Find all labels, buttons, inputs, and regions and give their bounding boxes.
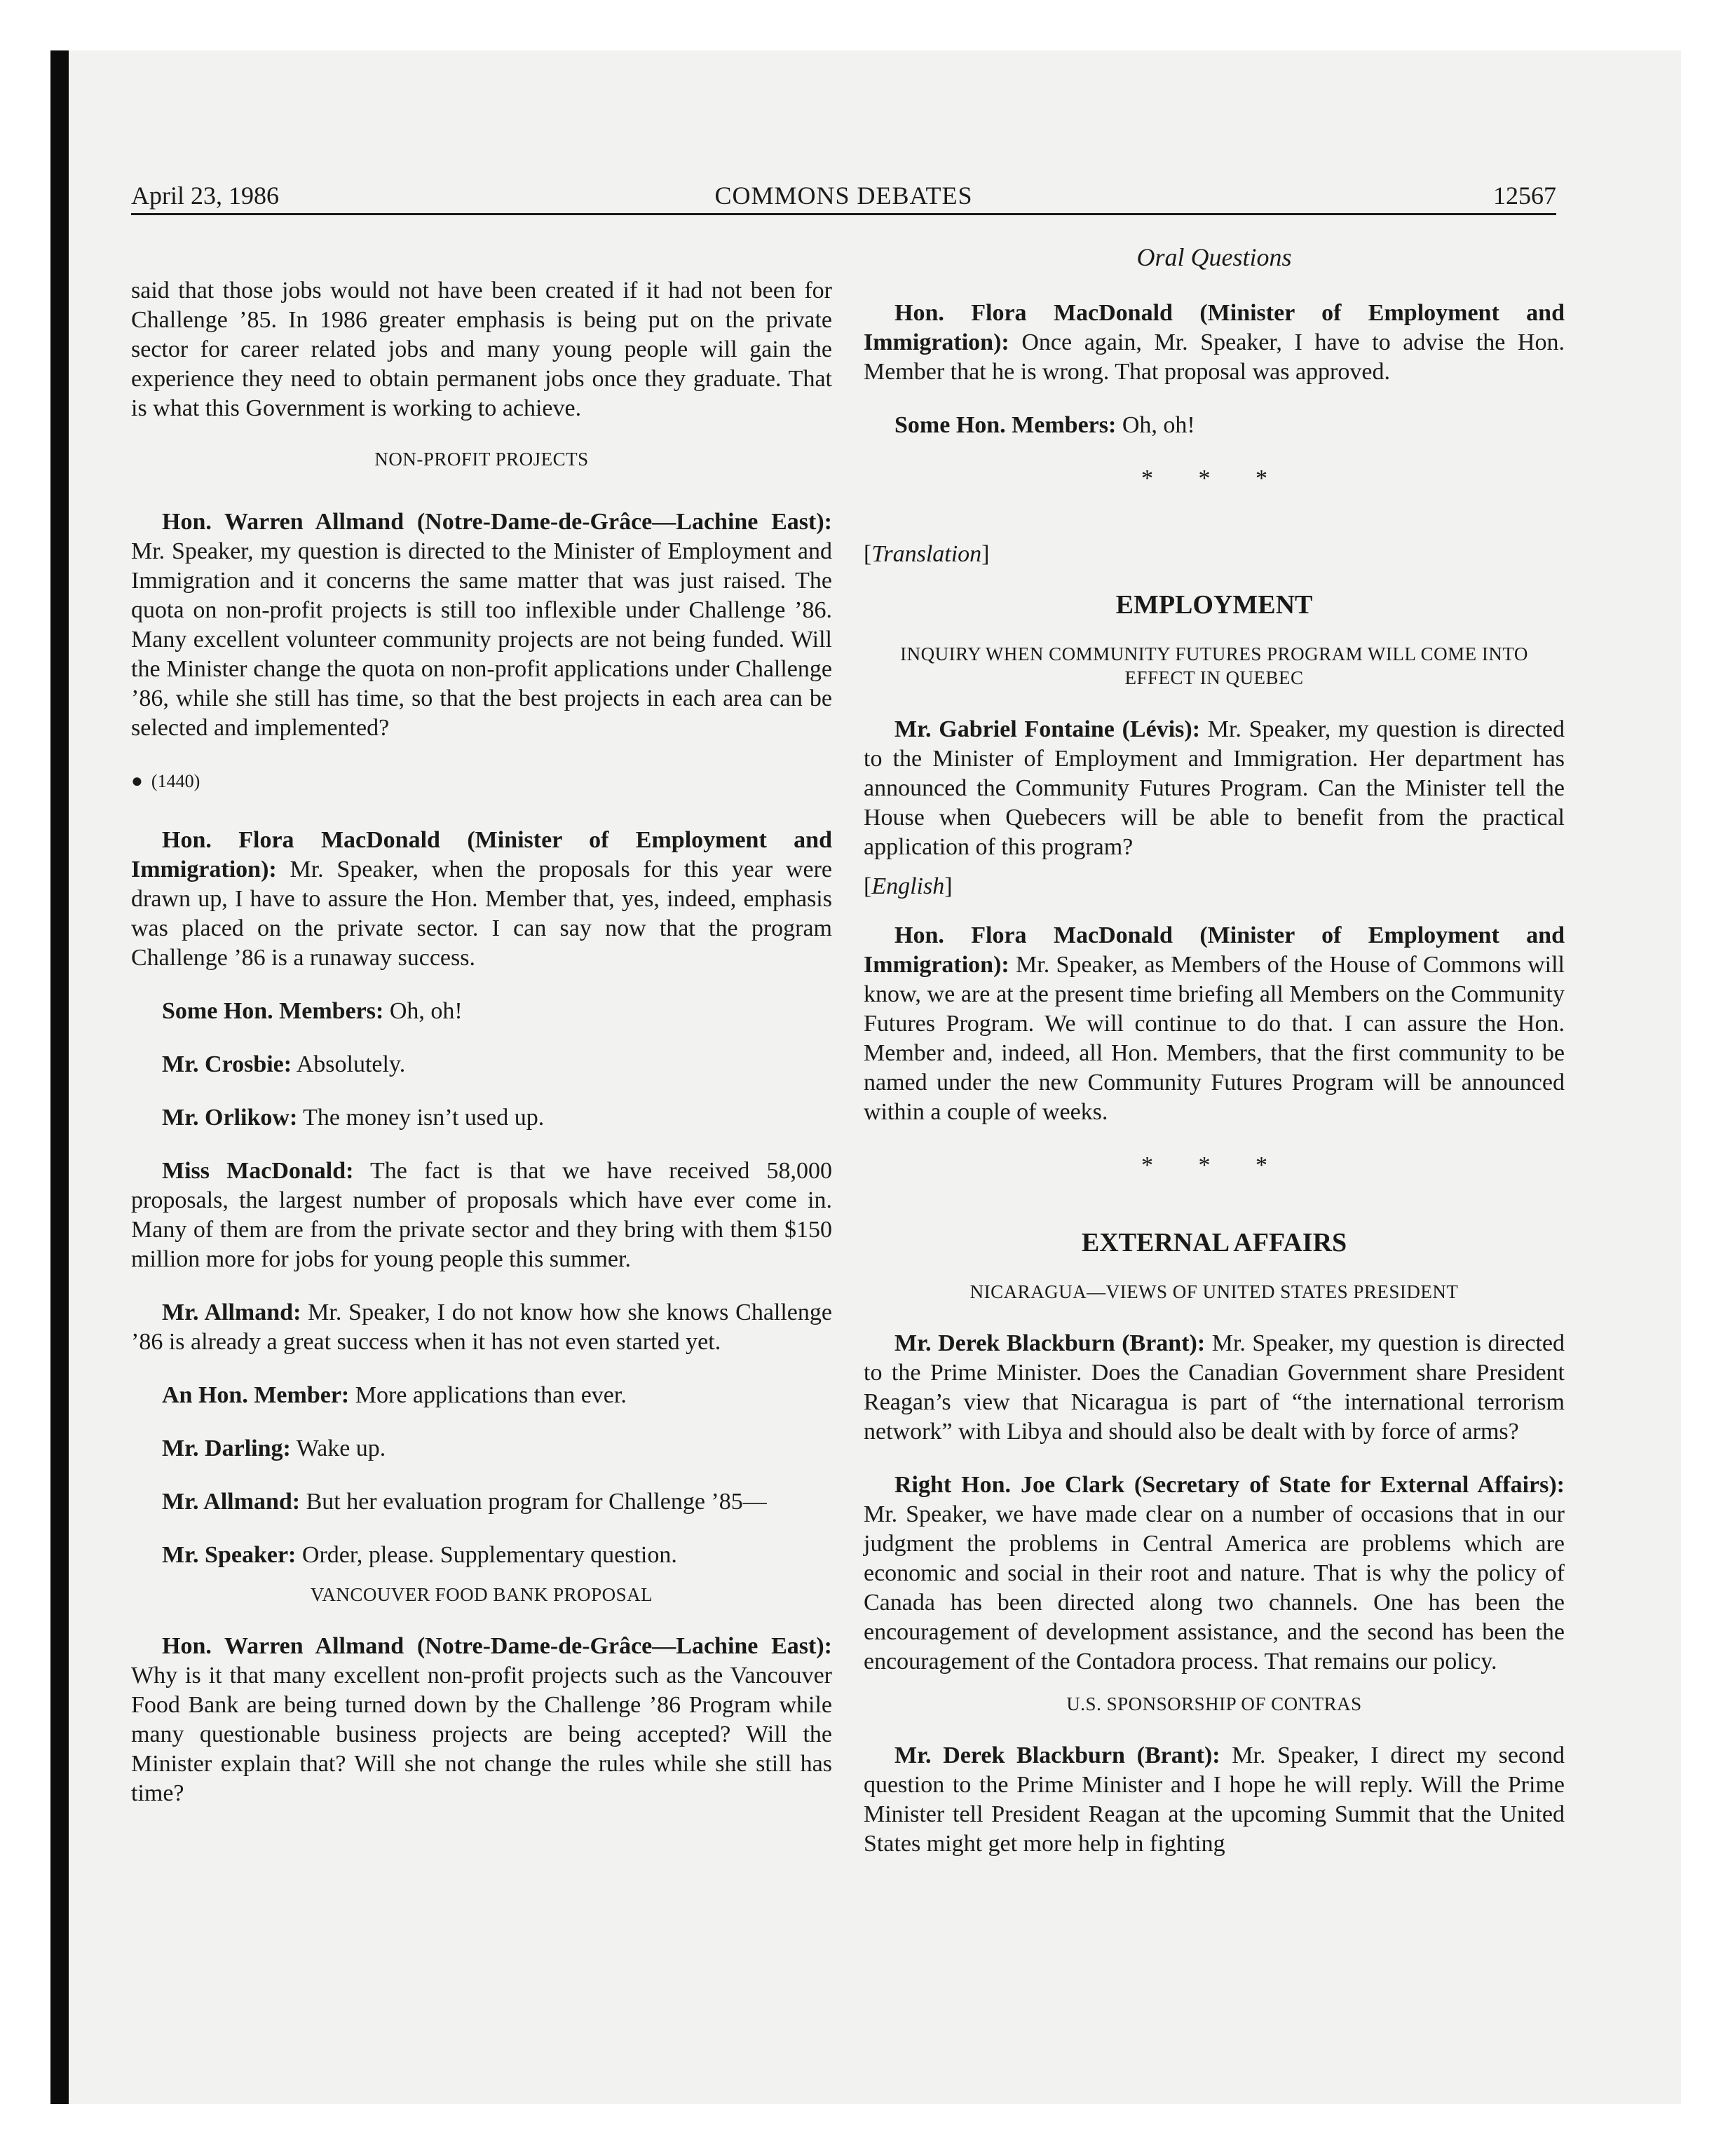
running-head: Oral Questions: [1136, 243, 1292, 271]
speech: [864, 715, 1565, 862]
major-heading: EMPLOYMENT: [1115, 590, 1313, 620]
speech: [131, 1103, 832, 1133]
language-note-text: English: [871, 873, 945, 899]
language-note-text: Translation: [871, 541, 982, 567]
section-heading: NICARAGUA—VIEWS OF UNITED STATES PRESIDENT: [969, 1281, 1459, 1302]
speech: [131, 1298, 832, 1357]
bullet-icon: ●: [131, 770, 143, 792]
section-separator: * * *: [1141, 1152, 1287, 1178]
left-column: [131, 276, 832, 1832]
speech: [131, 1434, 832, 1464]
speech-text: The money isn’t used up.: [297, 1105, 545, 1131]
paragraph: said that those jobs would not have been created if it had not been for Challenge ’85. In 1986 greater emphasis is being put on the private sector for career related jobs and many young people will gain the experience they need to obtain permanent jobs once they graduate. That is what this Government is working to achieve.: [131, 278, 832, 421]
speaker-name: Hon. Flora MacDonald (Minister of Employment and Immigration):: [864, 922, 1565, 978]
speaker-name: An Hon. Member:: [162, 1382, 350, 1408]
speech: [131, 1157, 832, 1274]
speaker-name: Mr. Derek Blackburn (Brant):: [894, 1742, 1220, 1768]
speech: [864, 1741, 1565, 1859]
speech: [864, 921, 1565, 1127]
speech: [131, 826, 832, 973]
speaker-name: Mr. Darling:: [162, 1435, 291, 1461]
speech-text: But her evaluation program for Challenge ’85—: [300, 1489, 767, 1515]
scan-border: [50, 50, 69, 2104]
speaker-name: Hon. Warren Allmand (Notre-Dame-de-Grâce—Lachine East):: [162, 509, 832, 535]
section-heading: VANCOUVER FOOD BANK PROPOSAL: [310, 1584, 653, 1605]
speech-text: Mr. Speaker, we have made clear on a number of occasions that in our judgment the problems in Central America are problems which are economic and social in their root and nature. That is why the policy of Canada has been directed along two channels. One has been the encouragement of development assistance, and the second has been the encouragement of the Contadora process. That remains our policy.: [864, 1501, 1565, 1674]
speech: [131, 1487, 832, 1517]
language-note: [English]: [864, 873, 953, 899]
speech-text: Mr. Speaker, as Members of the House of Commons will know, we are at the present time briefing all Members on the Community Futures Program. We will continue to do that. I can assure the Hon. Member and, indeed, all Hon. Members, that the first community to be named under the new Community Futures Program will be announced within a couple of weeks.: [864, 952, 1565, 1125]
section-heading: NON-PROFIT PROJECTS: [374, 449, 589, 470]
speaker-name: Hon. Flora MacDonald (Minister of Employment and Immigration):: [864, 300, 1565, 355]
section-separator: * * *: [1141, 465, 1287, 491]
header-page-number: 12567: [1493, 182, 1556, 210]
speech: [131, 507, 832, 743]
speech-text: Oh, oh!: [383, 998, 463, 1024]
speaker-name: Miss MacDonald:: [162, 1158, 354, 1184]
header-date: April 23, 1986: [131, 182, 279, 210]
speaker-name: Mr. Allmand:: [162, 1489, 301, 1515]
speaker-name: Mr. Allmand:: [162, 1299, 301, 1325]
speech-text: Mr. Speaker, my question is directed to the Prime Minister. Does the Canadian Government share President Reagan’s view that Nicaragua is part of “the international terrorism network” with Libya and should also be dealt with by force of arms?: [864, 1330, 1565, 1445]
speech: [864, 411, 1565, 440]
speech-text: Oh, oh!: [1116, 412, 1195, 438]
section-heading: INQUIRY WHEN COMMUNITY FUTURES PROGRAM WILL COME INTO EFFECT IN QUEBEC: [900, 643, 1528, 688]
speech-text: Wake up.: [290, 1435, 386, 1461]
speech-text: Absolutely.: [292, 1051, 406, 1077]
speech: [864, 299, 1565, 387]
speaker-name: Mr. Derek Blackburn (Brant):: [894, 1330, 1206, 1356]
timestamp-text: (1440): [151, 771, 200, 791]
speech: [864, 1471, 1565, 1677]
speaker-name: Hon. Warren Allmand (Notre-Dame-de-Grâce—Lachine East):: [162, 1633, 832, 1659]
right-column: [864, 243, 1565, 1883]
speaker-name: Mr. Speaker:: [162, 1542, 297, 1568]
speech-text: Mr. Speaker, when the proposals for this year were drawn up, I have to assure the Hon. Member that, yes, indeed, emphasis was placed on the private sector. I can say now that the program Challenge ’86 is a runaway success.: [131, 857, 832, 971]
speech: [131, 997, 832, 1026]
speaker-name: Some Hon. Members:: [162, 998, 384, 1024]
page-header: [131, 177, 1556, 215]
speech-text: Once again, Mr. Speaker, I have to advise the Hon. Member that he is wrong. That proposal was approved.: [864, 329, 1565, 385]
language-note: [Translation]: [864, 541, 990, 567]
speech: [131, 1632, 832, 1808]
speaker-name: Right Hon. Joe Clark (Secretary of State for External Affairs):: [894, 1472, 1565, 1498]
speaker-name: Mr. Orlikow:: [162, 1105, 298, 1131]
section-heading: U.S. SPONSORSHIP OF CONTRAS: [1066, 1693, 1362, 1714]
speech-text: The fact is that we have received 58,000 proposals, the largest number of proposals which have ever come in. Many of them are from the private sector and they bring with them $150 million more for jobs for young people this summer.: [131, 1158, 832, 1272]
speech-text: More applications than ever.: [349, 1382, 627, 1408]
speech-text: Mr. Speaker, I direct my second question to the Prime Minister and I hope he will reply. Will the Prime Minister tell President Reagan at the upcoming Summit that the United States might get more help in fighting: [864, 1742, 1565, 1857]
speech-text: Why is it that many excellent non-profit projects such as the Vancouver Food Bank are being turned down by the Challenge ’86 Program while many questionable business projects are being accepted? Will the Minister explain that? Will she not change the rules while she still has time?: [131, 1663, 832, 1806]
major-heading: EXTERNAL AFFAIRS: [1081, 1228, 1347, 1257]
speech-text: Mr. Speaker, my question is directed to the Minister of Employment and Immigration and it concerns the same matter that was just raised. The quota on non-profit projects is still too inflexible under Challenge ’86. Many excellent volunteer community projects are not being funded. Will the Minister change the quota on non-profit applications under Challenge ’86, while she still has time, so that the best projects in each area can be selected and implemented?: [131, 538, 832, 741]
speech: [864, 1329, 1565, 1447]
speech-text: Mr. Speaker, I do not know how she knows Challenge ’86 is already a great success when it has not even started yet.: [131, 1299, 832, 1355]
header-publication: COMMONS DEBATES: [714, 182, 973, 210]
speaker-name: Hon. Flora MacDonald (Minister of Employment and Immigration):: [131, 827, 832, 882]
timestamp: [131, 767, 832, 796]
speech: [131, 1050, 832, 1079]
speech: [131, 1541, 832, 1570]
speech: [131, 1381, 832, 1410]
speaker-name: Mr. Gabriel Fontaine (Lévis):: [894, 716, 1201, 742]
speech-text: Mr. Speaker, my question is directed to the Minister of Employment and Immigration. Her department has announced the Community Futures Program. Can the Minister tell the House when Quebecers will be able to benefit from the practical application of this program?: [864, 716, 1565, 860]
speaker-name: Mr. Crosbie:: [162, 1051, 292, 1077]
speech-text: Order, please. Supplementary question.: [296, 1542, 677, 1568]
speaker-name: Some Hon. Members:: [894, 412, 1117, 438]
